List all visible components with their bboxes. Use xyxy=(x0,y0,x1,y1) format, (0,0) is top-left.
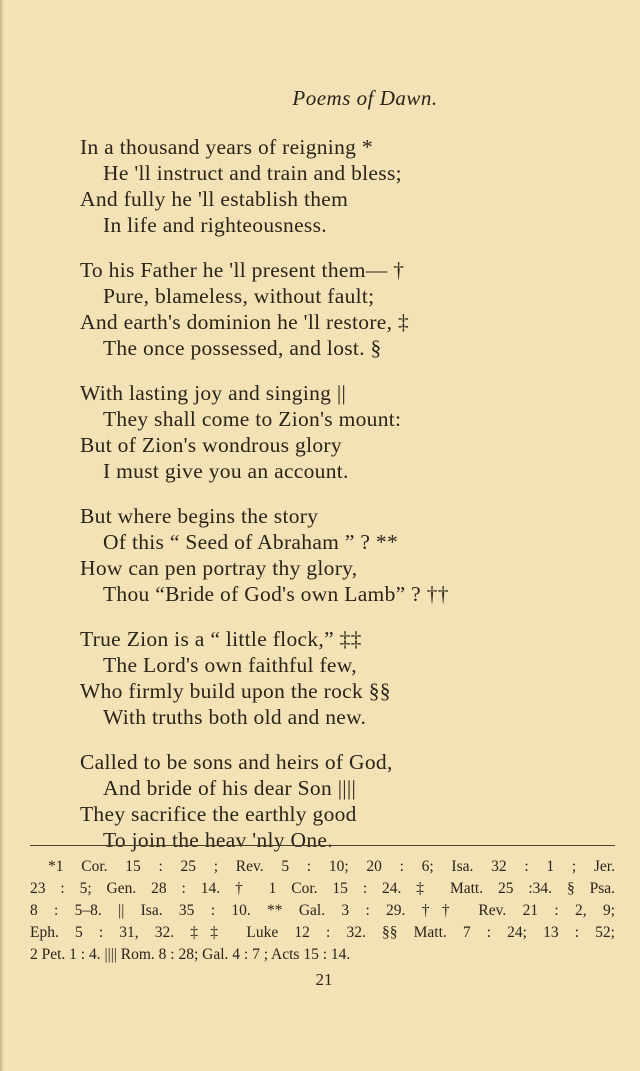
poem-line: The once possessed, and lost. § xyxy=(103,336,382,360)
poem-line: They shall come to Zion's mount: xyxy=(103,407,402,431)
poem-line: He 'll instruct and train and bless; xyxy=(103,161,402,185)
poem-line: Who firmly build upon the rock §§ xyxy=(80,679,391,703)
stanza xyxy=(80,626,620,730)
footnote-line: *1 Cor. 15 : 25 ; Rev. 5 : 10; 20 : 6; Isa. 32 : 1 ; Jer. xyxy=(48,858,615,875)
poem-line: How can pen portray thy glory, xyxy=(80,556,358,580)
poem-line: To his Father he 'll present them— † xyxy=(80,258,405,282)
poem-line: With truths both old and new. xyxy=(103,705,367,729)
poem-line: But where begins the story xyxy=(80,504,319,528)
stanza xyxy=(80,380,620,484)
page-edge xyxy=(0,0,4,1071)
poem-line: And fully he 'll establish them xyxy=(80,187,349,211)
poem-line: In life and righteousness. xyxy=(103,213,327,237)
poem-line: The Lord's own faithful few, xyxy=(103,653,357,677)
footnote-line: Eph. 5 : 31, 32. ‡‡ Luke 12 : 32. §§ Matt. 7 : 24; 13 : 52; xyxy=(30,924,615,941)
stanza xyxy=(80,257,620,361)
poem-line: Called to be sons and heirs of God, xyxy=(80,750,393,774)
poem-line: Of this “ Seed of Abraham ” ? ** xyxy=(103,530,398,554)
footnote-divider xyxy=(30,845,615,846)
poem-line: But of Zion's wondrous glory xyxy=(80,433,342,457)
poem-line: They sacrifice the earthly good xyxy=(80,802,357,826)
footnote-line: 23 : 5; Gen. 28 : 14. † 1 Cor. 15 : 24. ‡ Matt. 25 :34. § Psa. xyxy=(30,880,615,897)
poem-line: With lasting joy and singing || xyxy=(80,381,347,405)
stanza xyxy=(80,749,620,853)
poem-line: Pure, blameless, without fault; xyxy=(103,284,375,308)
footnote-line: 2 Pet. 1 : 4. |||| Rom. 8 : 28; Gal. 4 : 7 ; Acts 15 : 14. xyxy=(30,946,351,963)
running-head: Poems of Dawn. xyxy=(292,86,438,110)
page-number: 21 xyxy=(315,970,333,989)
poem-line: And earth's dominion he 'll restore, ‡ xyxy=(80,310,410,334)
stanza xyxy=(80,134,620,238)
poem xyxy=(80,134,620,872)
poem-line: True Zion is a “ little flock,” ‡‡ xyxy=(80,627,362,651)
footnotes xyxy=(30,856,615,966)
poem-line: To join the heav 'nly One. xyxy=(103,828,333,852)
poem-line: In a thousand years of reigning * xyxy=(80,135,373,159)
poem-line: Thou “Bride of God's own Lamb” ? †† xyxy=(103,582,449,606)
poem-line: And bride of his dear Son |||| xyxy=(103,776,357,800)
footnote-line: 8 : 5–8. || Isa. 35 : 10. ** Gal. 3 : 29. †† Rev. 21 : 2, 9; xyxy=(30,902,615,919)
stanza xyxy=(80,503,620,607)
poem-line: I must give you an account. xyxy=(103,459,349,483)
